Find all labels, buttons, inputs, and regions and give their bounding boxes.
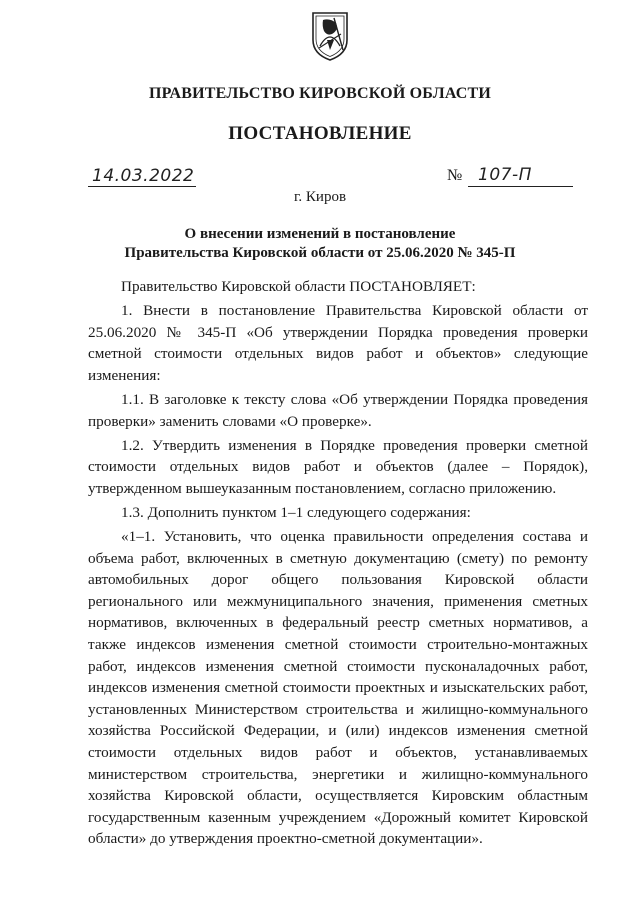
document-type-title: ПОСТАНОВЛЕНИЕ [228, 123, 412, 144]
kirov-coat-of-arms-icon [310, 10, 350, 62]
paragraph-item-1-1: 1.1. В заголовке к тексту слова «Об утверждении Порядка проведения проверки» заменить словами «О проверке». [88, 390, 588, 430]
document-body [88, 276, 588, 850]
government-name: ПРАВИТЕЛЬСТВО КИРОВСКОЙ ОБЛАСТИ [148, 85, 492, 102]
city: г. Киров [293, 189, 347, 205]
number-underline [468, 186, 573, 187]
date-underline [88, 186, 196, 187]
subject-line-2: Правительства Кировской области от 25.06.2020 № 345-П [124, 245, 516, 261]
paragraph-item-1-3: 1.3. Дополнить пунктом 1–1 следующего содержания: [121, 503, 471, 521]
number-sign: № [447, 167, 463, 184]
document-number: 107-П [478, 165, 532, 185]
subject-line-1: О внесении изменений в постановление [184, 226, 456, 242]
document-date: 14.03.2022 [92, 166, 195, 186]
paragraph-item-1-3-text: «1–1. Установить, что оценка правильности определения состава и объема работ, включенных в сметную документацию (смету) по ремонту автомобильных дорог общего пользования Кировской области регионального или межмуниципального значения, применения сметных нормативов, включенных в федеральный реестр сметных нормативов, а также индексов изменения сметной стоимости строительно-монтажных работ, индексов изменения сметной стоимости пусконаладочных работ, индексов изменения сметной стоимости проектных и изыскательских работ, установленных Министерством строительства и жилищно-коммунального хозяйства Российской Федерации, и (или) индексов изменения сметной стоимости отдельных видов работ и объектов, устанавливаемых министерством строительства, энергетики и жилищно-коммунального хозяйства Кировской области, осуществляется Кировским областным государственным казенным учреждением «Дорожный комитет Кировской области» до утверждения проектно-сметной документации». [88, 528, 588, 848]
paragraph-item-1: 1. Внести в постановление Правительства Кировской области от 25.06.2020 № 345-П «Об утверждении Порядка проведения проверки сметной стоимости отдельных видов работ и объектов» следующие изменения: [88, 302, 588, 384]
paragraph-preamble: Правительство Кировской области ПОСТАНОВЛЯЕТ: [121, 278, 476, 295]
document-subject [0, 225, 640, 263]
paragraph-item-1-2: 1.2. Утвердить изменения в Порядке проведения проверки сметной стоимости отдельных видов работ и объектов (далее – Порядок), утвержденном вышеуказанным постановлением, согласно приложению. [88, 436, 588, 497]
